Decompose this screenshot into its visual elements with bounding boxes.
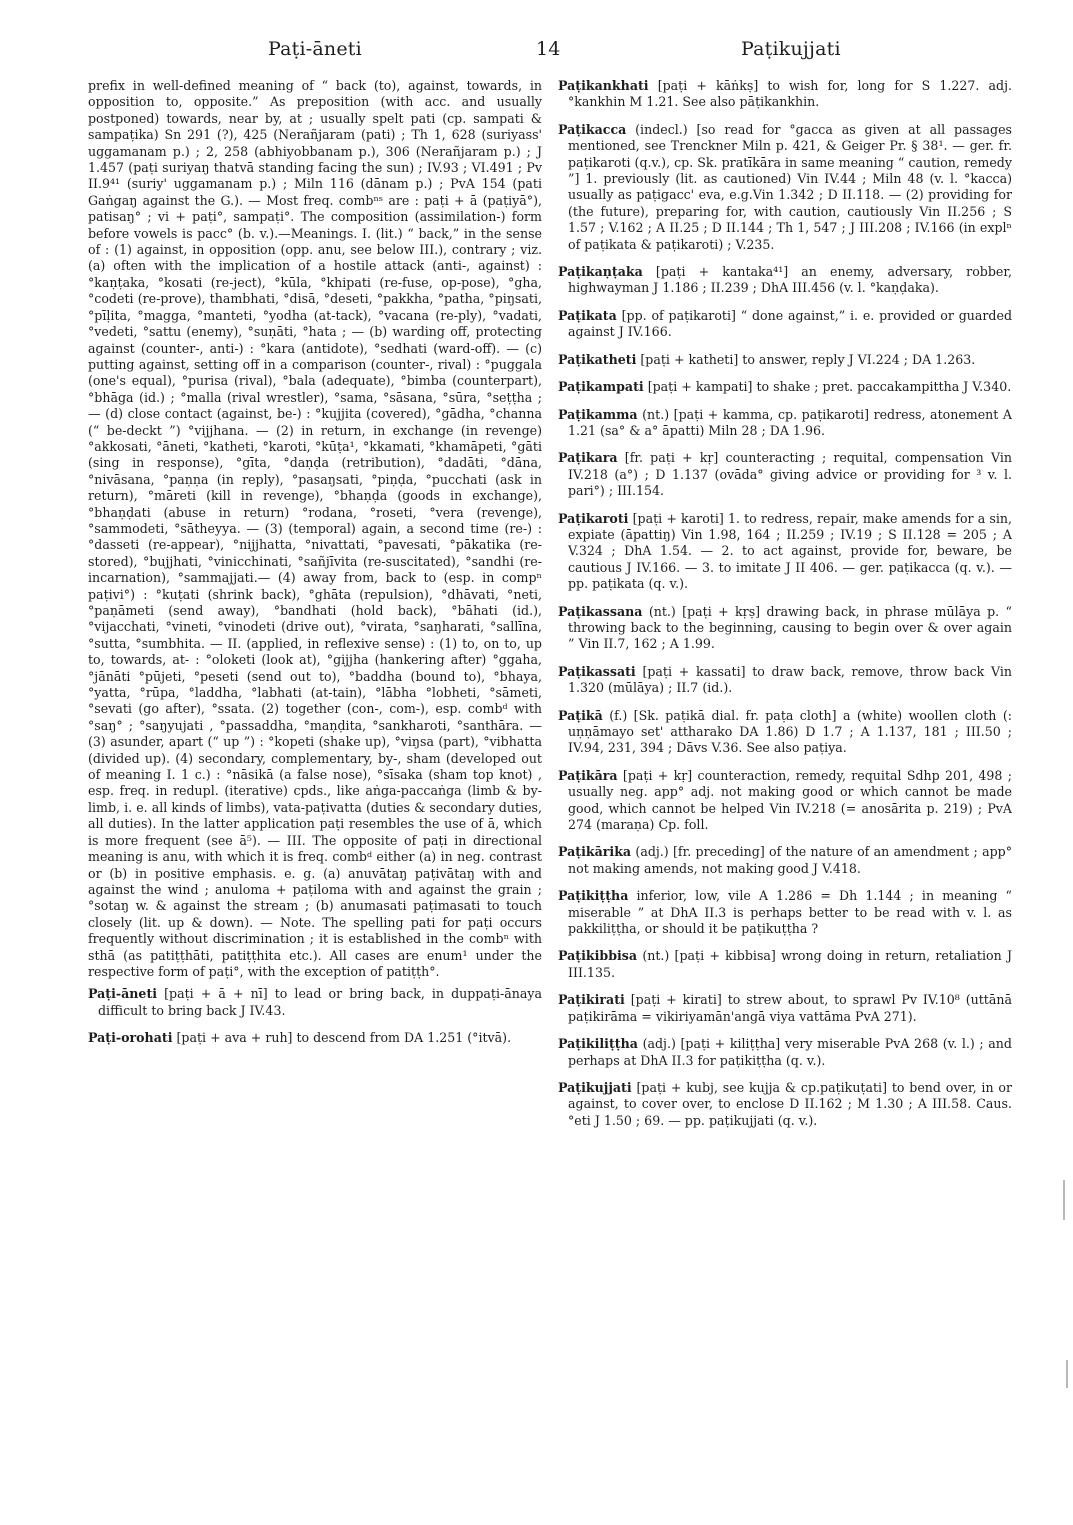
entry-headword: Paṭikassati [558,663,636,679]
dictionary-entry [88,78,542,980]
dictionary-entry [558,379,1012,395]
entry-body: [fr. paṭi + kṛ] counteracting ; requital, compensation Vin IV.218 (a°) ; D 1.137 (ovāda° giving advice or providing for ³ v. l. pari°) ; III.154. [568,450,1012,499]
entry-body: (nt.) [paṭi + kamma, cp. paṭikaroti] redress, atonement A 1.21 (sa° & a° āpatti) Miln 28 ; DA 1.96. [568,406,1012,438]
entry-headword: Paṭikibbisa [558,948,638,964]
entry-body: [paṭi + kantaka⁴¹] an enemy, adversary, robber, highwayman J 1.186 ; II.239 ; DhA III.456 (v. l. °kaṇḍaka). [568,264,1012,296]
dictionary-entry [558,78,1012,111]
dictionary-entry [558,992,1012,1025]
entry-headword: Paṭikiṭṭha [558,888,629,904]
entry-headword: Paṭikāra [558,767,618,783]
running-header-right: Paṭikujjati [741,38,841,60]
dictionary-entry [558,352,1012,368]
entry-body: (indecl.) [so read for °gacca as given at all passages mentioned, see Trenckner Miln p. 421, & Geiger Pr. § 38¹. — ger. fr. paṭikaroti (q.v.), cp. Sk. pratīkāra in same meaning “ caution, remedy ”] 1. previously (lit. as cautioned) Vin IV.44 ; Miln 48 (v. l. °kacca) usually as paṭigacc' eva, e.g.Vin 1.342 ; D II.118. — (2) providing for (the future), preparing for, with caution, cautiously Vin II.256 ; S 1.57 ; V.162 ; A II.25 ; D II.144 ; Th 1, 547 ; J III.208 ; IV.166 (in explⁿ of paṭikata & paṭikaroti) ; V.235. [568,121,1012,252]
left-column [88,78,542,1058]
dictionary-entry [558,708,1012,757]
dictionary-entry [558,604,1012,653]
entry-body: [paṭi + kassati] to draw back, remove, throw back Vin 1.320 (mūlāya) ; II.7 (id.). [568,663,1012,696]
scan-edge-mark [1066,1360,1068,1388]
dictionary-entry [558,948,1012,981]
entry-body: [paṭi + karoti] 1. to redress, repair, make amends for a sin, expiate (āpattiŋ) Vin 1.98, 164 ; II.259 ; IV.19 ; S II.128 = 205 ; A V.324 ; DhA 1.54. — 2. to act against, provide for, beware, be cautious J IV.166. — 3. to imitate J II 406. — ger. paṭikacca (q. v.). — pp. paṭikata (q. v.). [568,510,1012,592]
entry-headword: Paṭikā [558,707,603,723]
page-number: 14 [536,38,561,60]
entry-headword: Paṭikiliṭṭha [558,1036,638,1052]
entry-body: [pp. of paṭikaroti] “ done against,” i. e. provided or guarded against J IV.166. [568,307,1012,340]
entry-body: (adj.) [paṭi + kiliṭṭha] very miserable PvA 268 (v. l.) ; and perhaps at DhA II.3 for paṭikiṭṭha (q. v.). [568,1036,1012,1068]
dictionary-entry [88,986,542,1019]
entry-headword: Paṭikārika [558,844,632,860]
entry-body: [paṭi + ā + nī] to lead or bring back, in duppaṭi-ānaya difficult to bring back J IV.43. [98,986,542,1018]
entry-headword: Paṭikujjati [558,1079,632,1095]
dictionary-entry [558,450,1012,499]
entry-headword: Paṭikassana [558,603,643,619]
entry-headword: Paṭi-āneti [88,986,158,1002]
entry-body: [paṭi + kṛ] counteraction, remedy, requital Sdhp 201, 498 ; usually neg. app° adj. not making good or which cannot be made good, which cannot be helped Vin IV.218 (= anosārita p. 219) ; PvA 274 (maraṇa) Cp. foll. [568,767,1012,833]
entry-body: (adj.) [fr. preceding] of the nature of an amendment ; app° not making amends, not making good J V.418. [568,844,1012,876]
dictionary-entry [558,122,1012,253]
entry-body: [paṭi + katheti] to answer, reply J VI.224 ; DA 1.263. [640,351,976,367]
entry-headword: Paṭi-orohati [88,1030,173,1046]
entry-body: inferior, low, vile A 1.286 = Dh 1.144 ; in meaning “ miserable ” at DhA II.3 is perhaps better to be read with v. l. as pakkiliṭṭha, or should it be paṭikuṭṭha ? [568,888,1012,937]
entry-body: [paṭi + ava + ruh] to descend from DA 1.251 (°itvā). [176,1030,512,1046]
entry-headword: Paṭikirati [558,992,625,1008]
running-header-left: Paṭi-āneti [268,38,362,60]
entry-headword: Paṭikankhati [558,78,649,93]
dictionary-entry [88,1030,542,1046]
entry-body: (nt.) [paṭi + kṛṣ] drawing back, in phrase mūlāya p. “ throwing back to the beginning, causing to begin over & over again ” Vin II.7, 162 ; A 1.99. [568,603,1012,652]
dictionary-entry [558,1080,1012,1129]
dictionary-entry [558,888,1012,937]
entry-body: (f.) [Sk. paṭikā dial. fr. paṭa cloth] a (white) woollen cloth (: uṇṇāmayo set' attharako DA 1.86) D 1.7 ; A 1.137, 181 ; III.50 ; IV.94, 231, 394 ; Dāvs V.36. See also paṭiya. [568,707,1012,756]
entry-headword: Paṭikamma [558,406,638,422]
entry-body: [paṭi + kāṅkṣ] to wish for, long for S 1.227. adj. °kankhin M 1.21. See also pāṭikankhin. [568,78,1012,110]
dictionary-entry [558,664,1012,697]
entry-headword: Paṭikara [558,450,618,466]
dictionary-entry [558,407,1012,440]
scan-edge-mark [1063,1180,1065,1220]
entry-headword: Paṭikata [558,307,617,323]
dictionary-entry [558,308,1012,341]
entry-headword: Paṭikampati [558,379,644,395]
entry-body: [paṭi + kirati] to strew about, to sprawl Pv IV.10⁸ (uttānā paṭikirāma = vikiriyamān'angā viya vattāma PvA 271). [568,992,1012,1024]
dictionary-entry [558,844,1012,877]
dictionary-entry [558,1036,1012,1069]
entry-body: prefix in well-defined meaning of “ back (to), against, towards, in opposition to, opposite.” As preposition (with acc. and usually postponed) towards, near by, at ; usually spelt pati (cp. sampati & sampaṭika) Sn 291 (?), 425 (Nerañjaram (pati) ; Th 1, 628 (suriyass' uggamanam p.) ; 2, 258 (abhiyobbanam p.), 306 (Nerañjaram p.) ; J 1.457 (paṭi suriyaŋ thatvā standing facing the sun) ; IV.93 ; VI.491 ; Pv II.9⁴¹ (suriy' uggamanam p.) ; Miln 116 (dānam p.) ; PvA 154 (pati Gaṅgaŋ against the G.). — Most freq. combⁿˢ are : paṭi + ā (paṭiyā°), patisaŋ° ; vi + paṭi°, sampaṭi°. The composition (assimilation-) form before vowels is pacc° (b. v.).—Meanings. I. (lit.) “ back,” in the sense of : (1) against, in opposition (opp. anu, see below III.), contrary ; viz. (a) often with the implication of a hostile attack (anti-, against) : °kaṇṭaka, °kosati (re-ject), °kūla, °khipati (re-fuse, op-pose), °gha, °codeti (re-prove), thambhati, °disā, °deseti, °pakkha, °patha, °piŋsati, °pīḷita, °magga, °manteti, °yodha (at-tack), °vacana (re-ply), °vadati, °vedeti, °sattu (enemy), °suṇāti, °hata ; — (b) warding off, protecting against (counter-, anti-) : °kara (antidote), °sedhati (ward-off). — (c) putting against, setting off in a comparison (counter-, rival) : °puggala (one's equal), °purisa (rival), °bala (adequate), °bimba (counterpart), °bhāga (id.) ; °malla (rival wrestler), °sama, °sāsana, °sūra, °seṭṭha ; — (d) close contact (against, be-) : °kujjita (covered), °gādha, °channa (“ be-deckt ”) °vijjhana. — (2) in return, in exchange (in revenge) °akkosati, °āneti, °katheti, °karoti, °kūṭa¹, °kkamati, °khamāpeti, °gāti (sing in response), °gīta, °daṇḍa (retribution), °dadāti, °dāna, °nivāsana, °paṇṇa (in reply), °pasaŋsati, °piṇḍa, °pucchati (ask in return), °māreti (kill in revenge), °bhaṇḍa (goods in exchange), °bhaṇḍati (abuse in return) °rodana, °roseti, °vera (revenge), °sammodeti, °sātheyya. — (3) (temporal) again, a second time (re-) : °dasseti (re-appear), °nijjhatta, °nivattati, °pavesati, °pākatika (re-stored), °bujjhati, °vinicchinati, °sañjīvita (re-suscitated), °sandhi (re-incarnation), °sammajjati.— (4) away from, back to (esp. in compⁿ paṭivi°) : °kuṭati (shrink back), °ghāta (repulsion), °dhāvati, °neti, °paṇāmeti (send away), °bandhati (hold back), °bāhati (id.), °vijacchati, °vineti, °vinodeti (drive out), °virata, °saŋharati, °sallīna, °sutta, °sumbhita. — II. (applied, in reflexive sense) : (1) to, on to, up to, towards, at- : °oloketi (look at), °gijjha (hankering after) °ggaha, °jānāti °pūjeti, °peseti (send out to), °baddha (bound to), °bhaya, °yatta, °rūpa, °laddha, °labhati (at-tain), °lābha °lobheti, °sāmeti, °sevati (go after), °ssata. (2) together (con-, com-), esp. combᵈ with °saŋ° ; °saŋyujati , °passaddha, °maṇḍita, °sankharoti, °santhāra. — (3) asunder, apart (“ up ”) : °kopeti (shake up), °viŋsa (part), °vibhatta (divided up). (4) secondary, complementary, by-, sham (developed out of meaning I. 1 c.) : °nāsikā (a false nose), °sīsaka (sham top knot) , esp. freq. in redupl. (iterative) cpds., like aṅga-paccaṅga (limb & by-limb, i. e. all kinds of limbs), vata-paṭivatta (duties & secondary duties, all duties). In the latter application paṭi resembles the use of ā, which is more frequent (see ā⁵). — III. The opposite of paṭi in directional meaning is anu, with which it is freq. combᵈ either (a) in neg. contrast or (b) in positive emphasis. e. g. (a) anuvātaŋ paṭivātaŋ with and against the wind ; anuloma + paṭiloma with and against the grain ; °sotaŋ w. & against the stream ; (b) anumasati paṭimasati to touch closely (lit. up & down). — Note. The spelling pati for paṭi occurs frequently without discrimination ; it is established in the combⁿ with sthā (as patiṭṭhāti, patiṭṭhita etc.). All cases are enum¹ under the respective form of paṭi°, with the exception of patiṭṭh°. [88,78,542,979]
entry-headword: Paṭikatheti [558,351,637,367]
entry-headword: Paṭikaroti [558,510,629,526]
dictionary-entry [558,768,1012,834]
entry-body: [paṭi + kampati] to shake ; pret. paccakampittha J V.340. [647,379,1012,395]
entry-body: [paṭi + kubj, see kujja & cp.paṭikuṭati] to bend over, in or against, to cover over, to enclose D II.162 ; M 1.30 ; A III.58. Caus. °eti J 1.50 ; 69. — pp. paṭikujjati (q. v.). [568,1079,1012,1128]
right-column [558,78,1012,1140]
entry-headword: Paṭikacca [558,121,627,137]
entry-body: (nt.) [paṭi + kibbisa] wrong doing in return, retaliation J III.135. [568,948,1012,980]
dictionary-entry [558,511,1012,593]
entry-headword: Paṭikaṇṭaka [558,264,643,280]
dictionary-entry [558,264,1012,297]
